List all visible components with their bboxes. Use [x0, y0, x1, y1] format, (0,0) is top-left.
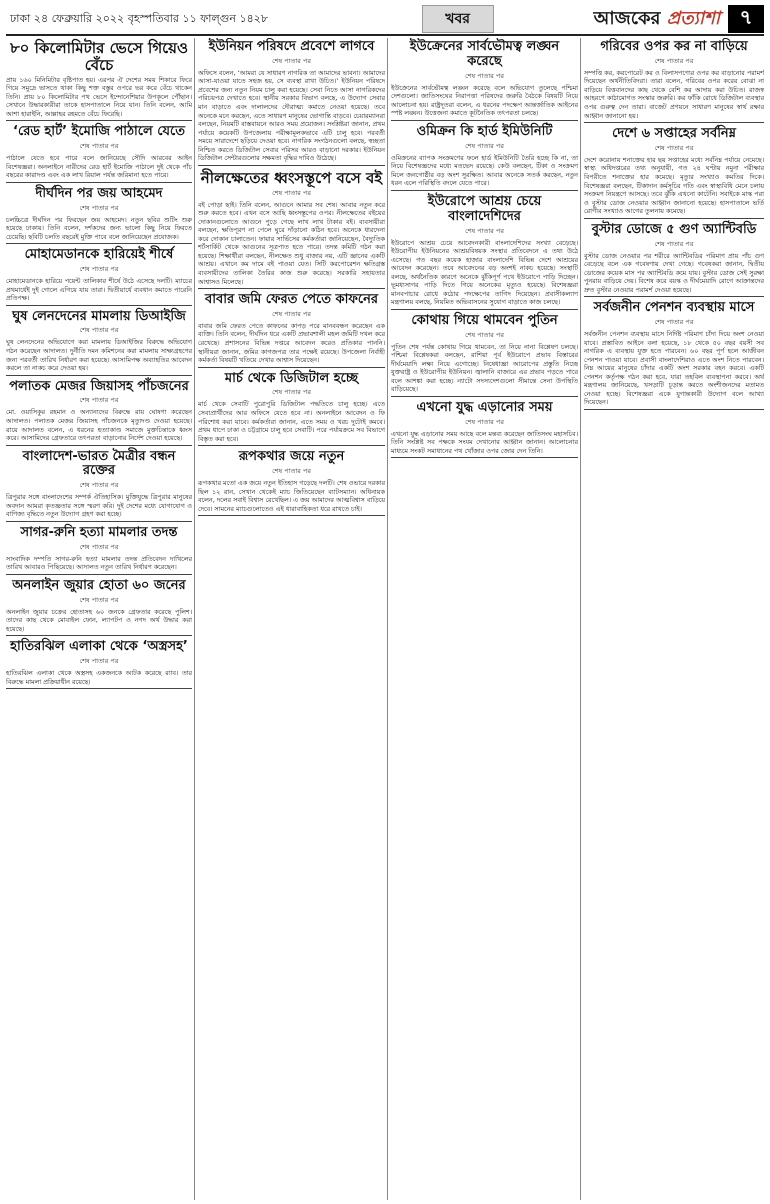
article-divider: [6, 120, 192, 121]
news-article: [391, 195, 578, 310]
news-article: [198, 372, 385, 447]
article-continuation: শেষ পাতার পর: [654, 318, 694, 327]
news-article: [198, 170, 385, 289]
article-continuation: শেষ পাতার পর: [272, 466, 311, 475]
article-divider: [6, 305, 192, 306]
article-continuation: শেষ পাতার পর: [79, 542, 119, 551]
article-body: মোহামেডানকে হারিয়ে পয়েন্ট তালিকার শীর্ষে উঠে এসেছে দলটি। ম্যাচের প্রথমার্ধেই দুই গোলে এগিয়ে যায় তারা। দ্বিতীয়ার্ধে ব্যবধান কমাতে পারেনি প্রতিপক্ষ।: [6, 276, 192, 303]
news-article: [198, 40, 385, 166]
article-divider: [391, 457, 578, 458]
news-article: [6, 380, 192, 446]
news-article: [391, 314, 578, 397]
article-continuation: শেষ পাতার পর: [79, 326, 119, 335]
news-article: [6, 579, 192, 636]
article-continuation: শেষ পাতার পর: [272, 56, 311, 65]
article-divider: [6, 375, 192, 376]
article-headline[interactable]: কোথায় গিয়ে থামবেন পুতিন: [411, 312, 558, 328]
article-body: মো. ওয়াসিকুর রহমান ও অন্যান্যদের বিরুদ্ধে রায় ঘোষণা করেছেন আদালত। পলাতক মেজর জিয়াসহ পাঁচজনকে মৃত্যুদণ্ড দেওয়া হয়েছে। রায়ে আদালত বলেন, এ ধরনের হত্যাকাণ্ড সমাজে মুক্তচিন্তাকে ধ্বংস করে। আসামিদের গ্রেফতারে তৎপরতা বাড়ানোর নির্দেশ দেওয়া হয়েছে।: [6, 408, 192, 443]
article-continuation: শেষ পাতার পর: [79, 481, 119, 490]
article-body: বাবার জমি ফেরত পেতে কাফনের কাপড় পরে মানববন্ধন করেছেন এক ব্যক্তি। তিনি বলেন, দীর্ঘদিন ধরে একটি প্রভাবশালী মহল জমিটি দখল করে রেখেছে। প্রশাসনের বিভিন্ন দপ্তরে আবেদন করেও প্রতিকার পাননি। স্থানীয়রা জানান, জমির কাগজপত্র তার পক্ষেই রয়েছে। উপজেলা নির্বাহী কর্মকর্তা বিষয়টি খতিয়ে দেখার আশ্বাস দিয়েছেন।: [198, 321, 385, 365]
article-divider: [584, 218, 764, 219]
news-article: [391, 40, 578, 121]
article-headline[interactable]: মার্চ থেকে ডিজিটাল হচ্ছে: [224, 370, 359, 386]
article-divider: [6, 574, 192, 575]
logo-accent: প্রত্যাশা: [666, 7, 720, 29]
article-body: দেশে করোনায় শনাক্তের হার ছয় সপ্তাহের মধ্যে সর্বনিম্ন পর্যায়ে নেমেছে। স্বাস্থ্য অধিদপ্তরের তথ্য অনুযায়ী, গত ২৪ ঘণ্টায় নমুনা পরীক্ষার বিপরীতে শনাক্তের হার কমেছে। মৃত্যুর সংখ্যাও কমতির দিকে। বিশেষজ্ঞরা বলছেন, টিকাদান কর্মসূচির গতি এবং স্বাস্থ্যবিধি মেনে চলায় সংক্রমণ নিয়ন্ত্রণে আসছে। তবে ঝুঁকি এখনো কাটেনি। সবাইকে মাস্ক পরা ও বুস্টার ডোজ নেওয়ার আহ্বান জানানো হয়েছে। হাসপাতালে ভর্তি রোগীর সংখ্যাও আগের তুলনায় কমেছে।: [584, 155, 764, 216]
article-divider: [584, 122, 764, 123]
news-article: [6, 450, 192, 522]
date-line: ঢাকা ২৪ ফেব্রুয়ারি ২০২২ বৃহস্পতিবার ১১ ফাল্গুন ১৪২৮: [10, 11, 269, 25]
masthead: [6, 4, 764, 36]
news-article: [6, 526, 192, 575]
article-body: সাংবাদিক দম্পতি সাগর-রুনি হত্যা মামলার তদন্ত প্রতিবেদন দাখিলের তারিখ আবারও পিছিয়েছে। আদালত নতুন তারিখ নির্ধারণ করেছেন।: [6, 554, 192, 572]
article-body: হাতিরঝিল এলাকা থেকে অস্ত্রসহ একজনকে আটক করেছে র‍্যাব। তার বিরুদ্ধে মামলা প্রক্রিয়াধীন রয়েছে।: [6, 669, 192, 686]
article-divider: [584, 296, 764, 297]
logo-main: আজকের: [593, 7, 661, 29]
article-body: চলচ্চিত্রে দীর্ঘদিন পর ফিরছেন জয় আহমেদ। নতুন ছবির শুটিং শুরু হয়েছে ঢাকায়। তিনি বলেন, দর্শকদের জন্য ভালো কিছু নিয়ে ফিরতে চেয়েছি। ছবিটি চলতি বছরেই মুক্তি পাবে বলে জানিয়েছেন প্রযোজক।: [6, 215, 192, 241]
article-divider: [6, 635, 192, 636]
news-article: [198, 450, 385, 516]
article-headline[interactable]: ‘রেড হার্ট’ ইমোজি পাঠালে যেতে: [13, 124, 185, 140]
news-article: [391, 401, 578, 458]
article-divider: [6, 445, 192, 446]
column-3: [391, 38, 578, 1200]
article-headline[interactable]: হাতিরঝিল এলাকা থেকে ‘অস্ত্রসহ’: [10, 639, 188, 655]
article-body: পাঠালে যেতে হবে পারে বলে জানিয়েছে সৌদি আরবের আইন বিশেষজ্ঞরা। অনলাইনে নারীদের রেড হার্ট ইমোজি পাঠালে দুই থেকে পাঁচ বছরের কারাদণ্ড এবং এক লাখ রিয়াল পর্যন্ত জরিমানা হতে পারে।: [6, 154, 192, 180]
article-body: এখনো যুদ্ধ এড়ানোর সময় আছে বলে মন্তব্য করেছেন জাতিসংঘ মহাসচিব। তিনি সংশ্লিষ্ট সব পক্ষকে সংযম দেখানোর আহ্বান জানান। আলোচনার মাধ্যমে সংকট সমাধানের পথ খোঁজার ওপর জোর দেন তিনি।: [391, 429, 578, 455]
article-body: ওমিক্রনের ব্যাপক সংক্রমণের ফলে হার্ড ইমিউনিটি তৈরি হচ্ছে কি না, তা নিয়ে বিশেষজ্ঞদের মধ্যে মতভেদ রয়েছে। কেউ বলছেন, টিকা ও সংক্রমণ মিলে জনগোষ্ঠীর বড় অংশ সুরক্ষিত। আবার অনেকে সতর্ক করছেন, নতুন ধরন এলে পরিস্থিতি বদলে যেতে পারে।: [391, 153, 578, 188]
article-divider: [391, 396, 578, 397]
article-body: রূপকথার মতো এক জয়ে নতুন ইতিহাস গড়েছে দলটি। শেষ ওভারে দরকার ছিল ১২ রান, সেখান থেকেই ম্যাচ জিতিয়েছেন ব্যাটসম্যান। অধিনায়ক বলেন, দলের সবাই বিশ্বাস রেখেছিল। এ জয় আমাদের আত্মবিশ্বাস বাড়িয়ে দেবে। সামনের ম্যাচগুলোতেও এই ধারাবাহিকতা ধরে রাখতে চাই।: [198, 478, 385, 513]
article-divider: [391, 120, 578, 121]
article-body: সম্পত্তি কর, করপোরেট কর ও বিলাসপণ্যের ওপর কর বাড়ানোর পরামর্শ দিয়েছেন অর্থনীতিবিদরা। তারা বলেন, গরিবের ওপর করের বোঝা না বাড়িয়ে বিত্তবানদের কাছ থেকে বেশি কর আদায় করা উচিত। রাজস্ব আহরণে কাঠামোগত সংস্কার জরুরি। কর ফাঁকি রোধে ডিজিটাল ব্যবস্থার ওপর গুরুত্ব দেন তারা। বাজেট প্রণয়নে সাধারণ মানুষের স্বার্থ রক্ষার আহ্বান জানানো হয়।: [584, 68, 764, 120]
article-headline[interactable]: রূপকথার জয়ে নতুন: [238, 449, 345, 465]
page-number: ৭: [728, 5, 764, 33]
news-article: [584, 40, 764, 123]
article-continuation: শেষ পাতার পর: [79, 396, 119, 405]
article-headline[interactable]: এখনো যুদ্ধ এড়ানোর সময়: [416, 399, 553, 415]
article-continuation: শেষ পাতার পর: [272, 309, 311, 318]
article-divider: [198, 445, 385, 446]
article-continuation: শেষ পাতার পর: [79, 264, 119, 273]
column-2: [198, 38, 385, 1200]
article-headline[interactable]: ইউরোপে আশ্রয় চেয়ে বাংলাদেশিদের: [427, 193, 542, 224]
article-headline[interactable]: গরিবের ওপর কর না বাড়িয়ে: [600, 39, 748, 54]
article-headline[interactable]: অনলাইন জুয়ার হোতা ৬০ জনের: [12, 577, 186, 593]
article-divider: [6, 521, 192, 522]
article-continuation: শেষ পাতার পর: [272, 388, 311, 397]
article-continuation: শেষ পাতার পর: [654, 56, 694, 65]
article-continuation: শেষ পাতার পর: [79, 657, 119, 666]
column-divider: [194, 38, 195, 1200]
article-continuation: শেষ পাতার পর: [465, 141, 504, 150]
article-divider: [198, 288, 385, 289]
article-continuation: শেষ পাতার পর: [79, 142, 119, 151]
article-continuation: শেষ পাতার পর: [79, 595, 119, 604]
news-article: [584, 127, 764, 219]
article-headline[interactable]: বাংলাদেশ-ভারত মৈত্রীর বন্ধন রক্তের: [22, 448, 176, 479]
news-article: [6, 310, 192, 376]
article-headline[interactable]: ইউনিয়ন পরিষদে প্রবেশে লাগবে: [208, 39, 375, 54]
news-article: [6, 187, 192, 244]
article-divider: [198, 515, 385, 516]
article-headline[interactable]: ৮০ কিলোমিটার ভেসে গিয়েও বেঁচে: [9, 39, 189, 75]
article-body: ঘুষ লেনদেনের অভিযোগে করা মামলায় ডিআইজির বিরুদ্ধে অভিযোগ গঠন করেছেন আদালত। দুর্নীতি দমন কমিশনের করা মামলায় সাক্ষ্যগ্রহণের জন্য পরবর্তী তারিখ নির্ধারণ করা হয়েছে। আসামিপক্ষ অব্যাহতির আবেদন করলে তা নাকচ করে দেওয়া হয়।: [6, 338, 192, 373]
news-article: [6, 248, 192, 305]
article-divider: [198, 165, 385, 166]
article-body: অফিসে বলেন, ‘আমরা যে সাধারণ নাগরিক তা আমাদের ভাবনা। আমাদের আসা-যাওয়া যাতে সহজ হয়, সে ব্যবস্থা রাখা উচিত।’ ইউনিয়ন পরিষদে প্রবেশের জন্য নতুন নিয়ম চালু করা হয়েছে। সেবা নিতে আসা নাগরিকদের পরিচয়পত্র দেখাতে হবে। স্থানীয় সরকার বিভাগ বলছে, এ উদ্যোগ সেবার মান বাড়াতে এবং দালালদের দৌরাত্ম্য কমাতে নেওয়া হয়েছে। তবে অনেকে মনে করছেন, এতে সাধারণ মানুষের ভোগান্তি বাড়বে। চেয়ারম্যানরা বলছেন, নিয়মটি বাস্তবায়নে আরও সময় প্রয়োজন। সংশ্লিষ্টরা জানান, প্রথম পর্যায়ে কয়েকটি উপজেলায় পরীক্ষামূলকভাবে এটি চালু হবে। পরবর্তী সময়ে সারাদেশে ছড়িয়ে দেওয়া হবে। নাগরিক সংগঠনগুলো বলছে, স্বচ্ছতা নিশ্চিত করতে ডিজিটাল সেবার পরিসর আরও বাড়ানো দরকার। ইউনিয়ন ডিজিটাল সেন্টারগুলোর সক্ষমতা বৃদ্ধির দাবিও উঠেছে।: [198, 68, 385, 163]
article-divider: [584, 409, 764, 410]
column-divider: [387, 38, 388, 1200]
article-headline[interactable]: বুস্টার ডোজে ৫ গুণ অ্যান্টিবডি: [591, 221, 757, 237]
article-body: ইউরোপে আশ্রয় চেয়ে আবেদনকারী বাংলাদেশিদের সংখ্যা বেড়েছে। ইউরোপীয় ইউনিয়নের আশ্রয়বিষয়ক সংস্থার প্রতিবেদনে এ তথ্য উঠে এসেছে। গত বছর কয়েক হাজার বাংলাদেশি বিভিন্ন দেশে আশ্রয়ের আবেদন করেছেন। তবে আবেদনের বড় অংশই নাকচ হয়েছে। সংস্থাটি বলছে, অর্থনৈতিক কারণে অনেকে ঝুঁকিপূর্ণ পথে ইউরোপে পাড়ি দিচ্ছেন। ভূমধ্যসাগর পাড়ি দিতে গিয়ে অনেকের মৃত্যুও হয়েছে। বিশেষজ্ঞরা মানবপাচার রোধে কঠোর পদক্ষেপের তাগিদ দিয়েছেন। প্রবাসীকল্যাণ মন্ত্রণালয় বলছে, নিয়মিত অভিবাসনের সুযোগ বাড়াতে কাজ চলছে।: [391, 238, 578, 307]
article-headline[interactable]: নীলক্ষেতের ধ্বংসস্তূপে বসে বই: [200, 168, 383, 187]
article-headline[interactable]: বাবার জমি ফেরত পেতে কাফনের: [204, 292, 379, 308]
article-continuation: শেষ পাতার পর: [465, 417, 504, 426]
article-divider: [391, 190, 578, 191]
newspaper-logo: [594, 4, 720, 35]
article-headline[interactable]: ইউক্রেনের সার্বভৌমত্ব লঙ্ঘন করেছে: [409, 39, 560, 69]
article-body: ইউক্রেনের সার্বভৌমত্ব লঙ্ঘন করেছে বলে অভিযোগ তুলেছে পশ্চিমা দেশগুলো। জাতিসংঘের নিরাপত্তা পরিষদের জরুরি বৈঠকে বিষয়টি নিয়ে আলোচনা হয়। রাষ্ট্রদূতরা বলেন, এ ধরনের পদক্ষেপ আন্তর্জাতিক আইনের স্পষ্ট লঙ্ঘন। উত্তেজনা কমাতে কূটনৈতিক তৎপরতা চলছে।: [391, 83, 578, 118]
article-headline[interactable]: সর্বজনীন পেনশন ব্যবস্থায় মাসে: [593, 300, 755, 316]
article-headline[interactable]: সাগর-রুনি হত্যা মামলার তদন্ত: [20, 524, 178, 540]
article-headline[interactable]: ওমিক্রন কি হার্ড ইমিউনিটি: [416, 123, 553, 139]
news-article: [584, 223, 764, 298]
news-article: [6, 640, 192, 689]
article-body: বই পোড়া ছাই। তিনি বলেন, আগুনে আমার সব শেষ। আবার নতুন করে শুরু করতে হবে। এখন বসে আছি ধ্বংসস্তূপের ওপর। নীলক্ষেতের বইয়ের দোকানগুলোতে আগুনে পুড়ে গেছে লাখ লাখ টাকার বই। ব্যবসায়ীরা বলছেন, ক্ষতিপূরণ না পেলে ঘুরে দাঁড়ানো কঠিন হবে। অনেকে ধারদেনা করে দোকান চালাতেন। ফায়ার সার্ভিসের কর্মকর্তারা জানিয়েছেন, বৈদ্যুতিক শর্টসার্কিট থেকে আগুনের সূত্রপাত হতে পারে। তদন্ত কমিটি গঠন করা হয়েছে। শিক্ষার্থীরা বলছেন, নীলক্ষেত শুধু বাজার নয়, এটি জ্ঞানের একটি আশ্রয়। এখানে কম দামে বই পাওয়া যেত। সিটি করপোরেশন ক্ষতিগ্রস্ত ব্যবসায়ীদের তালিকা তৈরির কাজ শুরু করেছে। সরকারি সহায়তার আশ্বাসও মিলেছে।: [198, 200, 385, 286]
column-1: [6, 38, 192, 1200]
article-divider: [391, 309, 578, 310]
article-headline[interactable]: পলাতক মেজর জিয়াসহ পাঁচজনের: [9, 378, 189, 394]
article-continuation: শেষ পাতার পর: [272, 188, 311, 197]
article-divider: [6, 182, 192, 183]
article-body: বুস্টার ডোজ নেওয়ার পর শরীরে অ্যান্টিবডির পরিমাণ প্রায় পাঁচ গুণ বেড়েছে বলে এক গবেষণায় দেখা গেছে। গবেষকরা জানান, দ্বিতীয় ডোজের কয়েক মাস পর অ্যান্টিবডি কমে যায়। বুস্টার ডোজ সেই সুরক্ষা পুনরায় বাড়িয়ে দেয়। বিশেষ করে বয়স্ক ও দীর্ঘমেয়াদি রোগে আক্রান্তদের দ্রুত বুস্টার নেওয়ার পরামর্শ দেওয়া হয়েছে।: [584, 251, 764, 294]
article-body: প্রায় ১৬০ মিনিমিটার বৃষ্টিপাত হয়। এরপর ঐ দেশের সময় শিকারে ফিরে গিয়ে সমুদ্রে ভাসতে থাকা কিছু শক্ত বস্তুর ওপরে ভর করে বেঁচে থাকেন তিনি। প্রায় ৮০ কিলোমিটার পথ ভেসে ইন্দোনেশিয়ার উপকূলে পৌঁছান। সেখানে উদ্ধারকারীরা তাকে হাসপাতালে নিয়ে যান। তিনি বলেন, আমি আশা হারাইনি, আল্লাহর রহমতে বেঁচে ফিরেছি।: [6, 75, 192, 118]
article-divider: [198, 367, 385, 368]
column-divider: [580, 38, 581, 1200]
article-continuation: শেষ পাতার পর: [465, 330, 504, 339]
section-label: খবর: [422, 5, 494, 33]
article-body: মার্চ থেকে সেবাটি পুরোপুরি ডিজিটাল পদ্ধতিতে চালু হচ্ছে। এতে সেবাপ্রার্থীদের আর অফিসে যেতে হবে না। অনলাইনে আবেদন ও ফি পরিশোধ করা যাবে। কর্মকর্তারা জানান, এতে সময় ও খরচ দুটোই কমবে। প্রথম ধাপে ঢাকা ও চট্টগ্রামে চালু হবে সেবাটি। পরে পর্যায়ক্রমে সব বিভাগে বিস্তৃত করা হবে।: [198, 400, 385, 443]
column-4: [584, 38, 764, 1200]
article-body: অনলাইন জুয়ার চক্রের হোতাসহ ৬০ জনকে গ্রেফতার করেছে পুলিশ। তাদের কাছ থেকে মোবাইল ফোন, ল্যাপটপ ও নগদ অর্থ উদ্ধার করা হয়েছে।: [6, 607, 192, 633]
news-article: [6, 40, 192, 121]
article-body: ত্রিপুরার সঙ্গে বাংলাদেশের সম্পর্ক ঐতিহাসিক। মুক্তিযুদ্ধে ত্রিপুরার মানুষের অবদান আমরা কৃতজ্ঞতার সঙ্গে স্মরণ করি। দুই দেশের মধ্যে যোগাযোগ ও বাণিজ্য বৃদ্ধিতে নতুন উদ্যোগ গ্রহণ করা হচ্ছে।: [6, 493, 192, 519]
news-article: [391, 125, 578, 191]
news-article: [198, 293, 385, 368]
article-body: পুতিন শেষ পর্যন্ত কোথায় গিয়ে থামবেন, তা নিয়ে নানা বিশ্লেষণ চলছে। পশ্চিমা বিশ্লেষকরা বলছেন, রাশিয়া পূর্ব ইউরোপে প্রভাব বিস্তারের দীর্ঘমেয়াদি লক্ষ্য নিয়ে এগোচ্ছে। নিষেধাজ্ঞা আরোপের প্রস্তুতি নিচ্ছে যুক্তরাষ্ট্র ও ইউরোপীয় ইউনিয়ন। জ্বালানি বাজারে এর প্রভাব পড়তে পারে বলে আশঙ্কা করা হচ্ছে। ন্যাটো সদস্যদেশগুলো সীমান্তে সেনা উপস্থিতি বাড়িয়েছে।: [391, 342, 578, 394]
article-continuation: শেষ পাতার পর: [79, 203, 119, 212]
article-continuation: শেষ পাতার পর: [654, 143, 694, 152]
article-continuation: শেষ পাতার পর: [465, 226, 504, 235]
news-article: [6, 125, 192, 182]
article-continuation: শেষ পাতার পর: [654, 239, 694, 248]
news-article: [584, 301, 764, 410]
article-headline[interactable]: দীর্ঘদিন পর জয় আহমেদ: [35, 185, 163, 201]
article-divider: [6, 688, 192, 689]
article-headline[interactable]: মোহামেডানকে হারিয়েই শীর্ষে: [24, 247, 174, 263]
article-body: সর্বজনীন পেনশন ব্যবস্থায় মাসে নির্দিষ্ট পরিমাণ চাঁদা দিয়ে অংশ নেওয়া যাবে। প্রস্তাবিত আইনে বলা হয়েছে, ১৮ থেকে ৫০ বছর বয়সী সব নাগরিক এ ব্যবস্থায় যুক্ত হতে পারবেন। ৬০ বছর পূর্ণ হলে আজীবন পেনশন পাওয়া যাবে। প্রবাসী বাংলাদেশিরাও এতে অংশ নিতে পারবেন। নিম্ন আয়ের মানুষের চাঁদার একটি অংশ সরকার বহন করবে। একটি পেনশন কর্তৃপক্ষ গঠন করা হবে, যারা তহবিল ব্যবস্থাপনা করবে। অর্থ মন্ত্রণালয় জানিয়েছে, খসড়াটি চূড়ান্ত করতে অংশীজনদের মতামত নেওয়া হচ্ছে। বিশেষজ্ঞরা একে যুগান্তকারী উদ্যোগ বলে আখ্যা দিয়েছেন।: [584, 330, 764, 407]
article-continuation: শেষ পাতার পর: [465, 71, 504, 80]
article-headline[interactable]: দেশে ৬ সপ্তাহের সর্বনিম্ন: [612, 126, 736, 142]
article-divider: [6, 243, 192, 244]
article-headline[interactable]: ঘুষ লেনদেনের মামলায় ডিআইজি: [12, 308, 186, 324]
